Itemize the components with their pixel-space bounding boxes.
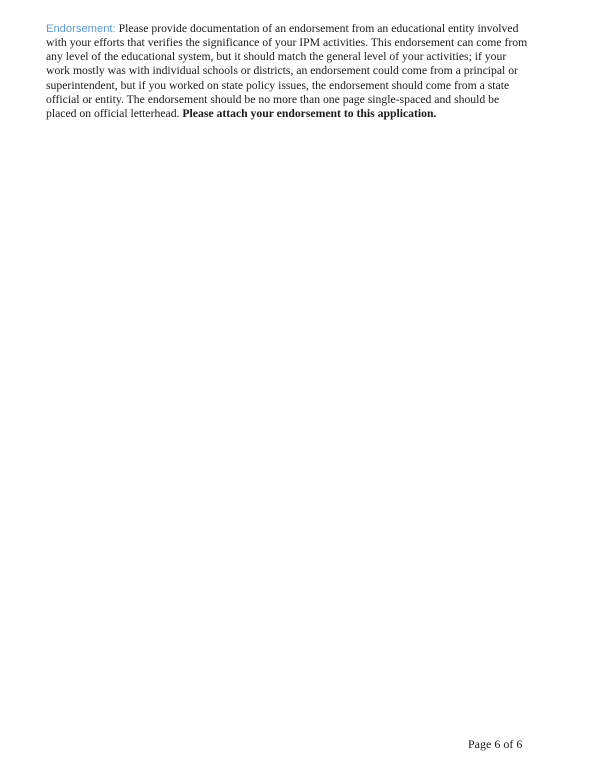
section-body-text: Please provide documentation of an endorsement from an educational entity involved with your efforts that verifies the significance of your IPM activities. This endorsement can come from any level of the educational system, but it should match the general level of your activities; if your work mostly was with individual schools or districts, an endorsement could come from a principal or superintendent, but if you worked on state policy issues, the endorsement should come from a state official or entity. The endorsement should be no more than one page single-spaced and should be placed on official letterhead.	[46, 22, 528, 120]
endorsement-paragraph	[46, 22, 528, 121]
section-heading: Endorsement:	[46, 23, 116, 35]
page-number: Page 6 of 6	[468, 737, 523, 751]
attach-instruction: Please attach your endorsement to this application.	[182, 106, 437, 120]
